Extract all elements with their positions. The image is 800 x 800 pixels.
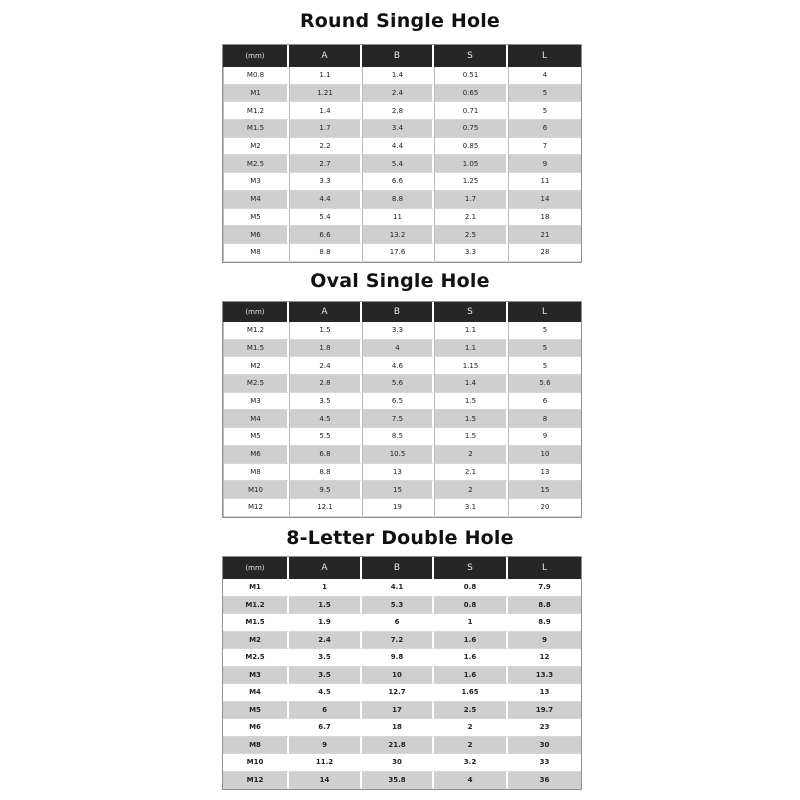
table-cell: 2 [434, 446, 508, 464]
table-cell: 1.4 [362, 67, 434, 85]
table-row [223, 244, 581, 262]
table-cell: 12 [508, 649, 581, 667]
column-header-l: L [508, 45, 581, 67]
table-cell: 5.6 [362, 375, 434, 393]
table-cell: 2.4 [289, 632, 362, 650]
table-cell: 9 [289, 737, 362, 755]
table-cell: 8.8 [289, 464, 362, 482]
table-cell: 3.2 [434, 754, 508, 772]
column-header-a: A [289, 302, 362, 322]
table-cell: 8 [508, 410, 581, 428]
table-row [223, 737, 581, 755]
table-cell: 11.2 [289, 754, 362, 772]
8-letter-double-hole-table [223, 557, 581, 789]
column-header-unit: (mm) [223, 45, 289, 67]
table-row [223, 719, 581, 737]
column-header-l: L [508, 557, 581, 579]
row-size-label: M0.8 [223, 67, 289, 85]
row-size-label: M8 [223, 464, 289, 482]
table-cell: 14 [289, 772, 362, 790]
table-cell: 1.4 [289, 102, 362, 120]
table-row [223, 173, 581, 191]
row-size-label: M6 [223, 226, 289, 244]
table-header [223, 45, 581, 67]
table-row [223, 393, 581, 411]
section-title-double: 8-Letter Double Hole [286, 527, 514, 549]
column-header-s: S [434, 45, 508, 67]
table-cell: 3.3 [362, 322, 434, 340]
table-cell: 10 [508, 446, 581, 464]
table-cell: 33 [508, 754, 581, 772]
table-cell: 3.5 [289, 649, 362, 667]
table-cell: 2.4 [289, 357, 362, 375]
table-cell: 10 [362, 667, 434, 685]
table-cell: 35.8 [362, 772, 434, 790]
table-row [223, 191, 581, 209]
table-cell: 3.3 [434, 244, 508, 262]
row-size-label: M1.5 [223, 614, 289, 632]
table-cell: 19.7 [508, 702, 581, 720]
table-cell: 18 [362, 719, 434, 737]
round-single-hole-table [223, 45, 581, 262]
table-cell: 2.1 [434, 209, 508, 227]
table-cell: 21.8 [362, 737, 434, 755]
table-cell: 12.1 [289, 499, 362, 517]
table-row [223, 649, 581, 667]
row-size-label: M8 [223, 244, 289, 262]
table-cell: 0.85 [434, 138, 508, 156]
table-cell: 0.8 [434, 579, 508, 597]
table-cell: 13 [508, 684, 581, 702]
table-cell: 1.7 [289, 120, 362, 138]
table-cell: 4.5 [289, 684, 362, 702]
table-cell: 6.6 [289, 226, 362, 244]
table-cell: 20 [508, 499, 581, 517]
table-cell: 30 [508, 737, 581, 755]
table-row [223, 226, 581, 244]
table-cell: 9 [508, 155, 581, 173]
table-cell: 17.6 [362, 244, 434, 262]
row-size-label: M4 [223, 684, 289, 702]
table-cell: 2 [434, 481, 508, 499]
table-row [223, 67, 581, 85]
table-cell: 28 [508, 244, 581, 262]
table-cell: 3.5 [289, 667, 362, 685]
table-cell: 3.1 [434, 499, 508, 517]
table-row [223, 632, 581, 650]
table-cell: 1.21 [289, 85, 362, 103]
row-size-label: M1 [223, 85, 289, 103]
table-cell: 1.1 [434, 340, 508, 358]
table-row [223, 667, 581, 685]
table-cell: 1.4 [434, 375, 508, 393]
table-row [223, 428, 581, 446]
table-cell: 1 [434, 614, 508, 632]
table-cell: 7.5 [362, 410, 434, 428]
table-cell: 6.7 [289, 719, 362, 737]
table-cell: 1.5 [289, 597, 362, 615]
row-size-label: M1 [223, 579, 289, 597]
table-cell: 15 [508, 481, 581, 499]
table-row [223, 754, 581, 772]
table-cell: 5.4 [362, 155, 434, 173]
table-cell: 1.5 [434, 428, 508, 446]
column-header-s: S [434, 302, 508, 322]
table-cell: 2.5 [434, 226, 508, 244]
row-size-label: M3 [223, 667, 289, 685]
table-cell: 1.25 [434, 173, 508, 191]
row-size-label: M10 [223, 481, 289, 499]
table-cell: 1.5 [289, 322, 362, 340]
row-size-label: M1.2 [223, 102, 289, 120]
column-header-b: B [362, 45, 434, 67]
table-row [223, 579, 581, 597]
table-cell: 2.7 [289, 155, 362, 173]
table-cell: 21 [508, 226, 581, 244]
table-cell: 0.65 [434, 85, 508, 103]
table-cell: 1.1 [289, 67, 362, 85]
table-cell: 18 [508, 209, 581, 227]
table-cell: 0.75 [434, 120, 508, 138]
table-cell: 5.5 [289, 428, 362, 446]
table-row [223, 614, 581, 632]
table-cell: 8.8 [508, 597, 581, 615]
table-cell: 12.7 [362, 684, 434, 702]
column-header-a: A [289, 557, 362, 579]
row-size-label: M10 [223, 754, 289, 772]
table-row [223, 138, 581, 156]
table-cell: 0.8 [434, 597, 508, 615]
table-cell: 6.5 [362, 393, 434, 411]
table-cell: 17 [362, 702, 434, 720]
table-cell: 36 [508, 772, 581, 790]
row-size-label: M4 [223, 410, 289, 428]
table-cell: 4.4 [362, 138, 434, 156]
table-header [223, 557, 581, 579]
table-row [223, 772, 581, 790]
row-size-label: M2 [223, 357, 289, 375]
table-cell: 1.05 [434, 155, 508, 173]
table-cell: 10.5 [362, 446, 434, 464]
row-size-label: M1.2 [223, 597, 289, 615]
table-row [223, 481, 581, 499]
table-cell: 1.7 [434, 191, 508, 209]
table-cell: 1.6 [434, 667, 508, 685]
table-cell: 8.5 [362, 428, 434, 446]
row-size-label: M6 [223, 719, 289, 737]
table-cell: 1.9 [289, 614, 362, 632]
row-size-label: M4 [223, 191, 289, 209]
column-header-b: B [362, 557, 434, 579]
table-cell: 1 [289, 579, 362, 597]
table-row [223, 684, 581, 702]
table-row [223, 322, 581, 340]
table-cell: 6 [508, 393, 581, 411]
table-cell: 9 [508, 428, 581, 446]
table-cell: 0.71 [434, 102, 508, 120]
row-size-label: M1.5 [223, 120, 289, 138]
table-row [223, 120, 581, 138]
table-row [223, 340, 581, 358]
table-cell: 5 [508, 357, 581, 375]
row-size-label: M1.2 [223, 322, 289, 340]
table-cell: 5.3 [362, 597, 434, 615]
table-cell: 13 [362, 464, 434, 482]
table-cell: 8.8 [362, 191, 434, 209]
table-cell: 7.9 [508, 579, 581, 597]
table-cell: 5 [508, 102, 581, 120]
table-cell: 9.8 [362, 649, 434, 667]
table-row [223, 446, 581, 464]
table-row [223, 597, 581, 615]
column-header-a: A [289, 45, 362, 67]
table-header [223, 302, 581, 322]
table-cell: 3.4 [362, 120, 434, 138]
row-size-label: M2.5 [223, 375, 289, 393]
table-cell: 1.1 [434, 322, 508, 340]
table-cell: 4 [508, 67, 581, 85]
table-cell: 6 [362, 614, 434, 632]
table-cell: 4.1 [362, 579, 434, 597]
table-cell: 1.5 [434, 393, 508, 411]
row-size-label: M5 [223, 428, 289, 446]
table-cell: 13.3 [508, 667, 581, 685]
table-cell: 6.8 [289, 446, 362, 464]
table-cell: 5.6 [508, 375, 581, 393]
row-size-label: M2 [223, 138, 289, 156]
table-cell: 4 [362, 340, 434, 358]
table-cell: 2 [434, 719, 508, 737]
table-row [223, 375, 581, 393]
table-row [223, 209, 581, 227]
table-cell: 11 [508, 173, 581, 191]
table-cell: 19 [362, 499, 434, 517]
table-cell: 30 [362, 754, 434, 772]
row-size-label: M12 [223, 499, 289, 517]
oval-single-hole-table [223, 302, 581, 517]
row-size-label: M12 [223, 772, 289, 790]
table-cell: 8.9 [508, 614, 581, 632]
column-header-b: B [362, 302, 434, 322]
table-cell: 11 [362, 209, 434, 227]
table-cell: 6 [508, 120, 581, 138]
table-cell: 5 [508, 340, 581, 358]
row-size-label: M5 [223, 702, 289, 720]
table-cell: 9 [508, 632, 581, 650]
row-size-label: M6 [223, 446, 289, 464]
row-size-label: M1.5 [223, 340, 289, 358]
row-size-label: M3 [223, 173, 289, 191]
table-row [223, 499, 581, 517]
table-cell: 7 [508, 138, 581, 156]
table-cell: 4.6 [362, 357, 434, 375]
table-cell: 2 [434, 737, 508, 755]
table-row [223, 155, 581, 173]
row-size-label: M8 [223, 737, 289, 755]
table-row [223, 102, 581, 120]
table-cell: 3.5 [289, 393, 362, 411]
table-cell: 4.5 [289, 410, 362, 428]
row-size-label: M2.5 [223, 649, 289, 667]
table-cell: 1.65 [434, 684, 508, 702]
table-row [223, 410, 581, 428]
table-cell: 1.8 [289, 340, 362, 358]
table-cell: 13.2 [362, 226, 434, 244]
table-cell: 1.6 [434, 632, 508, 650]
column-header-s: S [434, 557, 508, 579]
table-cell: 2.8 [289, 375, 362, 393]
table-cell: 1.5 [434, 410, 508, 428]
row-size-label: M2 [223, 632, 289, 650]
column-header-unit: (mm) [223, 302, 289, 322]
table-cell: 4 [434, 772, 508, 790]
column-header-unit: (mm) [223, 557, 289, 579]
table-cell: 7.2 [362, 632, 434, 650]
table-cell: 1.6 [434, 649, 508, 667]
table-cell: 4.4 [289, 191, 362, 209]
column-header-l: L [508, 302, 581, 322]
table-cell: 15 [362, 481, 434, 499]
table-cell: 1.15 [434, 357, 508, 375]
table-cell: 2.1 [434, 464, 508, 482]
table-cell: 9.5 [289, 481, 362, 499]
table-row [223, 464, 581, 482]
table-cell: 0.51 [434, 67, 508, 85]
table-cell: 2.5 [434, 702, 508, 720]
table-cell: 6.6 [362, 173, 434, 191]
table-cell: 5 [508, 85, 581, 103]
table-cell: 23 [508, 719, 581, 737]
table-cell: 6 [289, 702, 362, 720]
table-cell: 2.4 [362, 85, 434, 103]
table-cell: 5 [508, 322, 581, 340]
table-row [223, 702, 581, 720]
table-cell: 3.3 [289, 173, 362, 191]
row-size-label: M5 [223, 209, 289, 227]
table-row [223, 85, 581, 103]
section-title-round: Round Single Hole [299, 10, 501, 32]
section-title-oval: Oval Single Hole [310, 270, 490, 292]
table-cell: 2.2 [289, 138, 362, 156]
table-cell: 13 [508, 464, 581, 482]
table-cell: 5.4 [289, 209, 362, 227]
table-cell: 2.8 [362, 102, 434, 120]
table-row [223, 357, 581, 375]
table-cell: 14 [508, 191, 581, 209]
row-size-label: M3 [223, 393, 289, 411]
row-size-label: M2.5 [223, 155, 289, 173]
table-cell: 8.8 [289, 244, 362, 262]
